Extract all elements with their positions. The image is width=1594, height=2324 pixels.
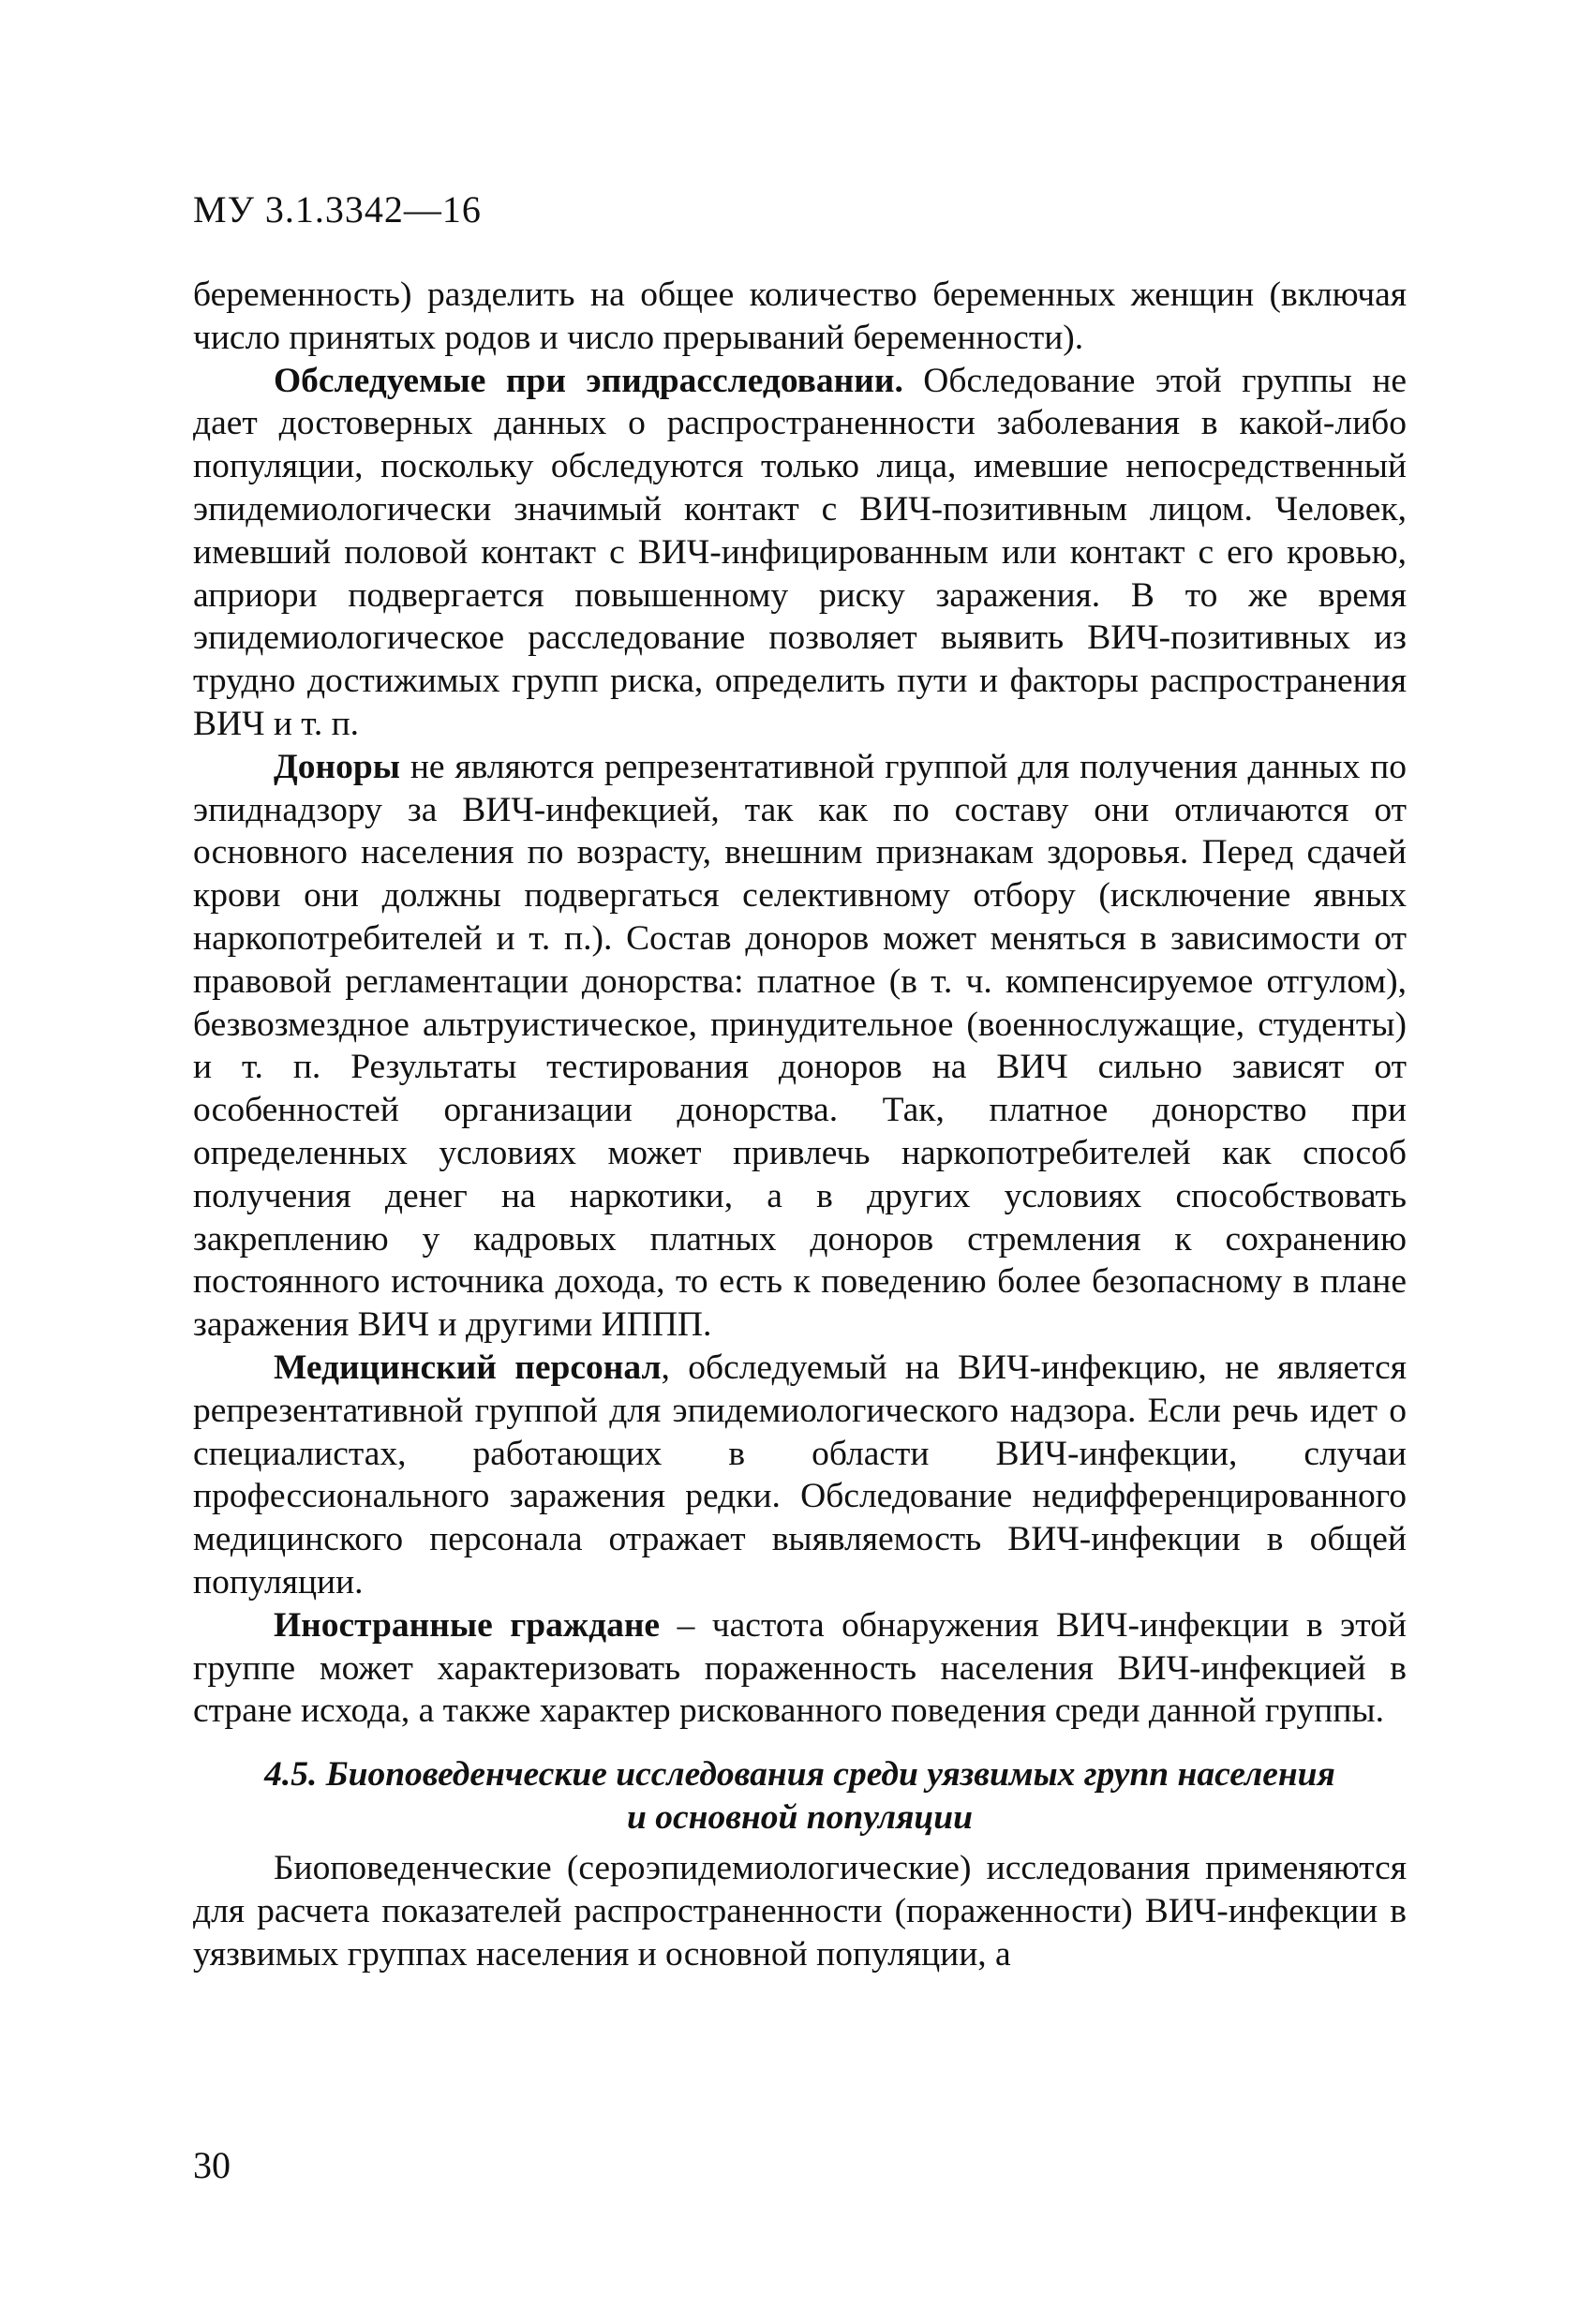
term-epid-investigation: Обследуемые при эпидрасследовании. (274, 361, 903, 400)
paragraph-text: не являются репрезентативной группой для получения данных по эпиднадзору за ВИЧ-инфекцией, так как по составу они отличаются от основного населения по возрасту, внешним признакам здоровья. Перед сдачей крови они должны подвергаться селективному отбору (исключение явных наркопотребителей и т. п.). Состав доноров может меняться в зависимости от правовой регламентации донорства: платное (в т. ч. компенсируемое отгулом), безвозмездное альтруистическое, принудительное (военнослужащие, студенты) и т. п. Результаты тестирования доноров на ВИЧ сильно зависят от особенностей организации донорства. Так, платное донорство при определенных условиях может привлечь наркопотребителей как способ получения денег на наркотики, а в других условиях способствовать закреплению у кадровых платных доноров стремления к сохранению постоянного источника дохода, то есть к поведению более безопасному в плане заражения ВИЧ и другими ИППП. (193, 747, 1407, 1345)
paragraph-text: Биоповеденческие (сероэпидемиологические) исследования применяются для расчета показателей распространенности (пораженности) ВИЧ-инфекции в уязвимых группах населения и основной популяции, а (193, 1849, 1407, 1974)
paragraph-text: , обследуемый на ВИЧ-инфекцию, не является репрезентативной группой для эпидемиологического надзора. Если речь идет о специалистах, работающих в области ВИЧ-инфекции, случаи профессионального заражения редки. Обследование недифференцированного медицинского персонала отражает выявляемость ВИЧ-инфекции в общей популяции. (193, 1348, 1407, 1601)
paragraph-text: беременность) разделить на общее количество беременных женщин (включая число принятых родов и число прерываний беременности). (193, 276, 1407, 357)
term-donors: Доноры (274, 747, 401, 786)
paragraph-pregnancy-continuation (193, 274, 1407, 360)
document-code-header: МУ 3.1.3342—16 (193, 188, 482, 231)
paragraph-biobehavioral (193, 1847, 1407, 1975)
section-heading-line-2: и основной популяции (627, 1798, 973, 1838)
paragraph-epid-investigation (193, 360, 1407, 746)
paragraph-foreign-citizens (193, 1604, 1407, 1733)
page-body (193, 274, 1407, 1975)
paragraph-medical-staff (193, 1347, 1407, 1604)
section-heading-line-1: 4.5. Биоповеденческие исследования среди уязвимых групп населения (264, 1755, 1335, 1795)
term-foreign-citizens: Иностранные граждане (274, 1605, 661, 1645)
section-heading (193, 1753, 1407, 1840)
paragraph-text: Обследование этой группы не дает достоверных данных о распространенности заболевания в какой-либо популяции, поскольку обследуются только лица, имевшие непосредственный эпидемиологически значимый контакт с ВИЧ-позитивным лицом. Человек, имевший половой контакт с ВИЧ-инфицированным или контакт с его кровью, априори подвергается повышенному риску заражения. В то же время эпидемиологическое расследование позволяет выявить ВИЧ-позитивных из трудно достижимых групп риска, определить пути и факторы распространения ВИЧ и т. п. (193, 361, 1407, 743)
paragraph-text: – частота обнаружения ВИЧ-инфекции в этой группе может характеризовать пораженность населения ВИЧ-инфекцией в стране исхода, а также характер рискованного поведения среди данной группы. (193, 1605, 1407, 1731)
term-medical-staff: Медицинский персонал (274, 1348, 662, 1387)
page-number: 30 (193, 2144, 231, 2186)
paragraph-donors (193, 746, 1407, 1347)
